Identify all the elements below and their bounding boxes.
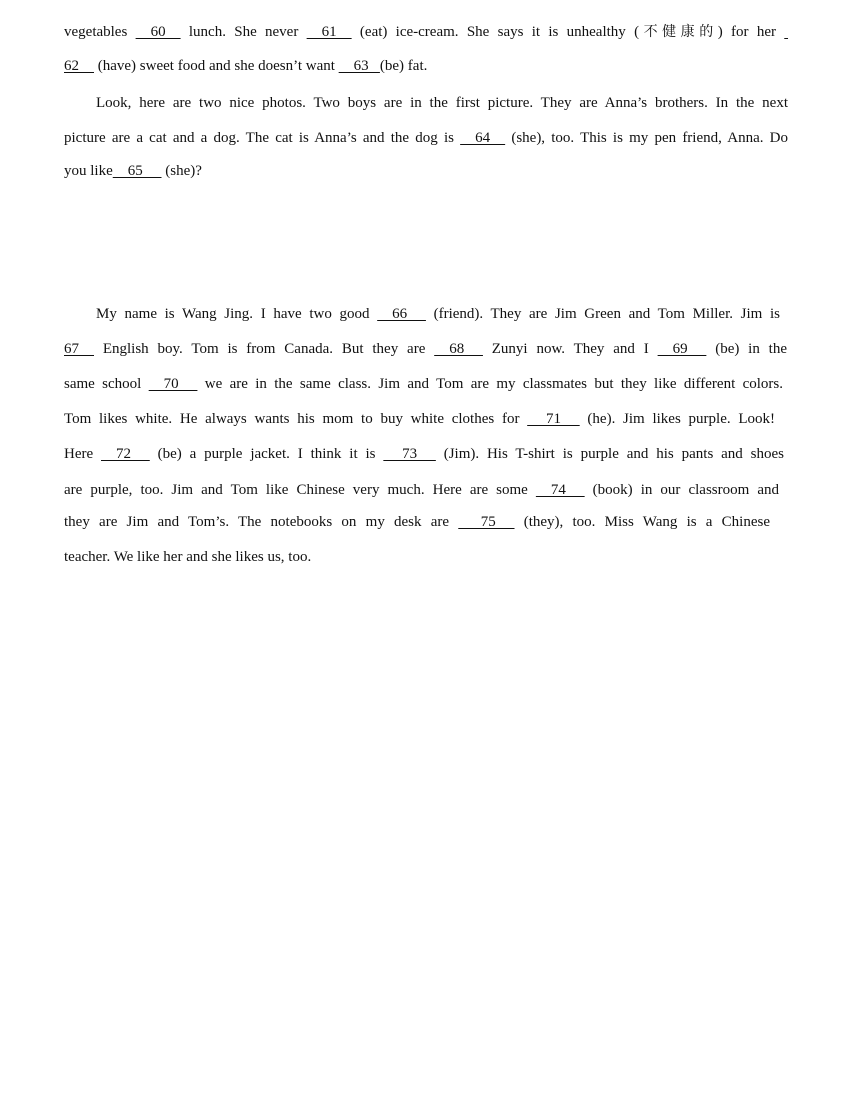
text-line-2 (64, 56, 788, 76)
text-segment: you like (64, 163, 113, 179)
text-segment: (have) sweet food and she doesn’t want (94, 58, 339, 74)
text-segment: (eat) ice-cream. She says it is unhealthy ( (351, 24, 640, 40)
text-segment: ) for her (717, 24, 785, 40)
answer-blank-60: 60 (135, 24, 181, 40)
answer-blank-65: 65 (112, 163, 162, 179)
answer-blank-72: 72 (101, 446, 150, 462)
answer-blank-62-start (784, 22, 788, 42)
text-segment: (they), too. Miss Wang is a Chinese (514, 514, 770, 530)
text-segment: (be) fat. (379, 58, 428, 74)
text-segment: teacher. We like her and she likes us, too. (64, 549, 312, 565)
text-segment: (he). Jim likes purple. Look! (579, 411, 775, 427)
text-line-4 (64, 128, 788, 148)
answer-blank-64: 64 (460, 130, 506, 146)
text-segment: Here (64, 446, 102, 462)
answer-blank-68: 68 (434, 341, 483, 357)
text-segment: (be) in the (706, 341, 788, 357)
text-segment: we are in the same class. Jim and Tom are my classmates but they like different colors. (197, 376, 783, 392)
text-line-1 (64, 22, 788, 42)
text-segment: lunch. She never (180, 24, 307, 40)
answer-blank-73: 73 (383, 446, 436, 462)
text-segment: (friend). They are Jim Green and Tom Miller. Jim is (425, 306, 781, 322)
answer-blank-67: 67 (64, 341, 94, 357)
text-line-9 (64, 409, 775, 429)
text-segment: My name is Wang Jing. I have two good (96, 306, 378, 322)
text-line-13 (64, 547, 788, 567)
text-line-3 (96, 93, 788, 113)
chinese-gloss: 不健康的 (639, 24, 718, 40)
text-segment: (she), too. This is my pen friend, Anna. Do (505, 130, 788, 146)
answer-blank-63: 63 (338, 58, 380, 74)
text-line-8 (64, 374, 783, 394)
text-segment: vegetables (64, 24, 136, 40)
answer-blank-70: 70 (148, 376, 198, 392)
text-line-11 (64, 480, 779, 500)
text-segment: (book) in our classroom and (584, 482, 779, 498)
text-segment: picture are a cat and a dog. The cat is Anna’s and the dog is (64, 130, 461, 146)
text-segment: Look, here are two nice photos. Two boys are in the first picture. They are Anna’s brothers. In the next (96, 95, 788, 111)
text-segment: Zunyi now. They and I (482, 341, 658, 357)
text-line-6 (96, 304, 780, 324)
answer-blank-66: 66 (377, 306, 426, 322)
text-line-7 (64, 339, 787, 359)
text-segment: are purple, too. Jim and Tom like Chinese very much. Here are some (64, 482, 536, 498)
text-segment: same school (64, 376, 149, 392)
answer-blank-61: 61 (306, 24, 352, 40)
text-segment: (Jim). His T-shirt is purple and his pants and shoes (435, 446, 784, 462)
answer-blank-75: 75 (458, 514, 515, 530)
text-segment: Tom likes white. He always wants his mom to buy white clothes for (64, 411, 528, 427)
text-segment: (be) a purple jacket. I think it is (149, 446, 384, 462)
text-segment: (she)? (161, 163, 202, 179)
text-line-10 (64, 444, 784, 464)
answer-blank-62: 62 (64, 58, 94, 74)
text-line-12 (64, 512, 770, 532)
answer-blank-74: 74 (535, 482, 585, 498)
answer-blank-69: 69 (657, 341, 707, 357)
answer-blank-71: 71 (527, 411, 580, 427)
text-segment: they are Jim and Tom’s. The notebooks on my desk are (64, 514, 459, 530)
text-segment: English boy. Tom is from Canada. But they are (94, 341, 435, 357)
text-line-5 (64, 161, 788, 181)
